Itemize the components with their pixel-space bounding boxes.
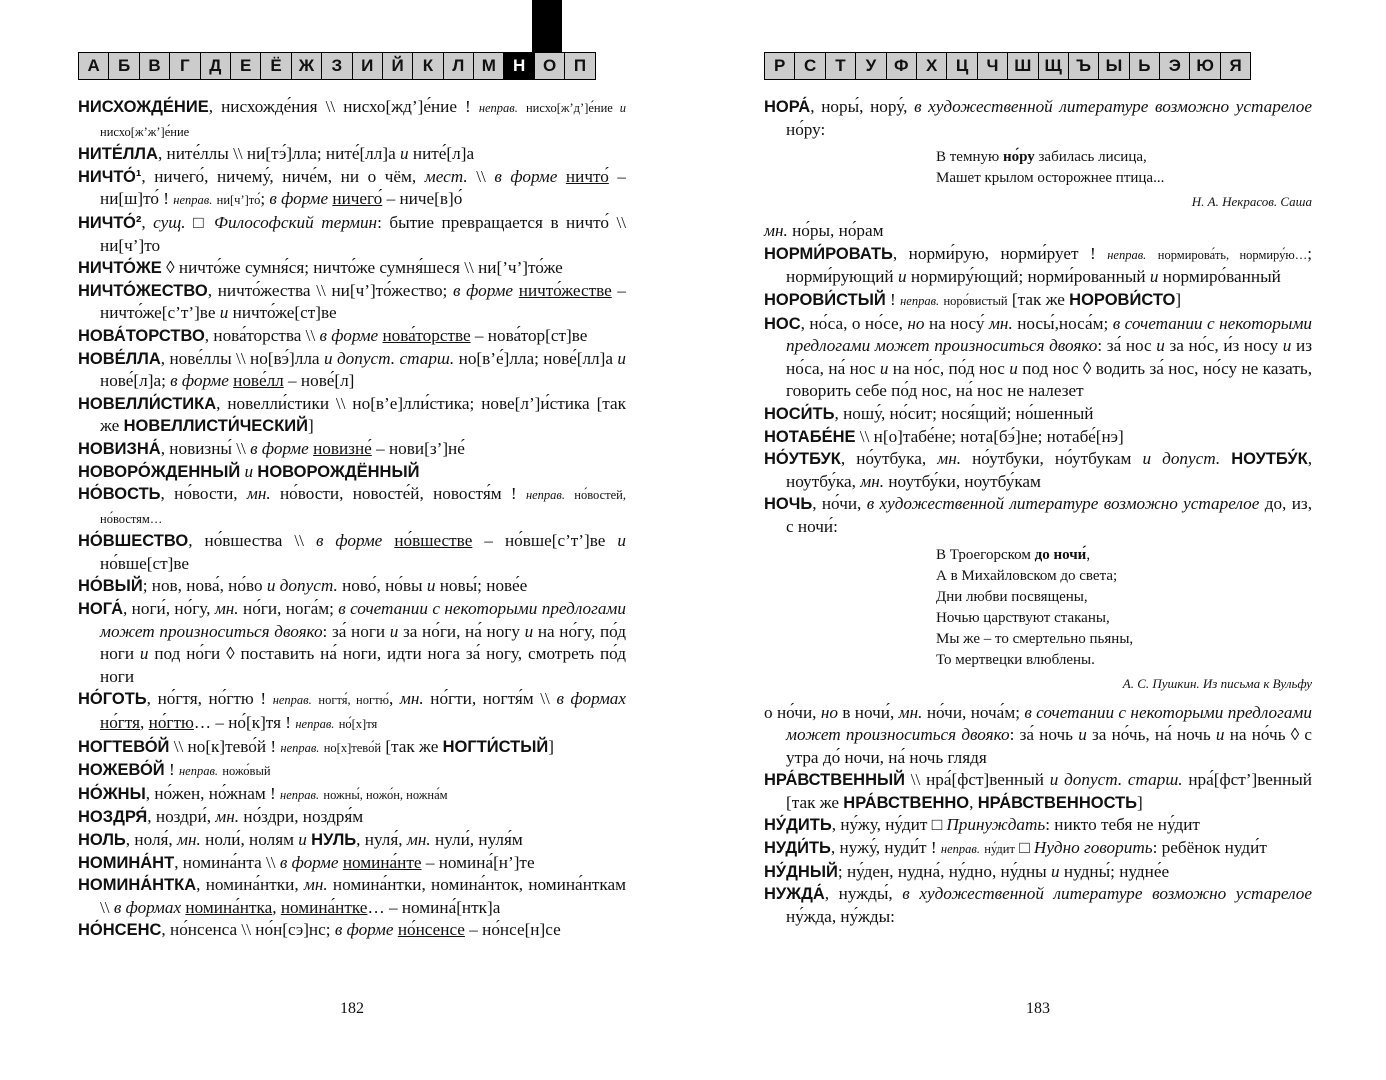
alphabet-tab-left-0: А — [78, 52, 109, 80]
alphabet-tab-left-10: Й — [382, 52, 413, 80]
alphabet-tab-left-5: Е — [230, 52, 261, 80]
dictionary-entry: НОЛЬ, ноля́, мн. ноли́, нолям и НУЛЬ, нуля́, мн. нули́, нуля́м — [78, 830, 523, 849]
verse-line: А в Михайловском до света; — [936, 567, 1118, 584]
alphabet-tab-right-1: С — [794, 52, 825, 80]
dictionary-entry: НИТЕ́ЛЛА, ните́ллы \\ ни[тэ́]лла; ните́[лл]а и ните́[л]а — [78, 144, 475, 164]
dictionary-entry: НОРМИ́РОВАТЬ, норми́рую, норми́рует ! неправ. нормирова́ть, нормиру́ю…; норми́рующий и нормиру́ющий; норми́рованный и нормиро́ванный — [764, 243, 1312, 287]
alphabet-bar-right — [764, 52, 1251, 80]
alphabet-tab-left-4: Д — [200, 52, 231, 80]
verse-attribution: А. С. Пушкин. Из письма к Вульфу — [1122, 675, 1312, 691]
verse-line: Ночью царствуют стаканы, — [936, 609, 1110, 626]
dictionary-entry: НУ́ДИТЬ, ну́жу, ну́дит □ Принуждать: никто тебя не ну́дит — [764, 815, 1200, 835]
dictionary-entry: о но́чи, но в ночи́, мн. но́чи, ноча́м; в сочетании с некоторыми предлогами может произноситься двояко: за́ ночь и за но́чь, на́ ночь и на но́чь ◊ с утра до́ ночи, на́ ночь глядя — [764, 702, 1313, 767]
dictionary-entry: НОТАБЕ́НЕ \\ н[о]табе́не; нота[бэ́]не; нотабе́[нэ] — [764, 426, 1124, 446]
dictionary-entry: НОВЕЛЛИ́СТИКА, новелли́стики \\ но[в’е]лли́стика; нове[л’]и́стика [так же НОВЕЛЛИСТИ́ЧЕСКИЙ] — [78, 393, 626, 436]
alphabet-tab-left-2: В — [139, 52, 170, 80]
verse-quote-nekrasov — [936, 147, 1312, 212]
right-page-entries — [764, 96, 1312, 928]
alphabet-tab-left-7: Ж — [291, 52, 322, 80]
alphabet-tab-right-2: Т — [825, 52, 856, 80]
dictionary-entry: НУДИ́ТЬ, нужу́, нуди́т ! неправ. ну́дит □ Нудно говорить: ребёнок нуди́т — [764, 838, 1267, 858]
dictionary-entry: НОЧЬ, но́чи, в художественной литературе возможно устарелое до, из, с ночи́: — [764, 494, 1312, 536]
alphabet-tab-right-12: Ь — [1129, 52, 1160, 80]
alphabet-tab-right-13: Э — [1159, 52, 1190, 80]
alphabet-tab-right-8: Ш — [1007, 52, 1038, 80]
alphabet-bar-left — [78, 52, 596, 80]
dictionary-entry: НО́ВШЕСТВО, но́вшества \\ в форме но́вшестве – но́вше[с’т’]ве и но́вше[ст]ве — [78, 531, 626, 573]
left-page-entries — [78, 96, 626, 942]
verse-line: Мы же – то смертельно пьяны, — [936, 630, 1134, 647]
dictionary-entry: НО́ЖНЫ, но́жен, но́жнам ! неправ. ножны́, ножо́н, ножна́м — [78, 783, 448, 803]
alphabet-tab-right-5: Х — [916, 52, 947, 80]
dictionary-entry: НИСХОЖДЕ́НИЕ, нисхожде́ния \\ нисхо[жд’]е́ние ! неправ. нисхо[ж’д’]е́ние и нисхо[ж’ж’]е́ние — [78, 97, 626, 139]
dictionary-entry: НОГА́, ноги́, но́гу, мн. но́ги, нога́м; в сочетании с некоторыми предлогами может произноситься двояко: за́ ноги и за но́ги, на́ ногу и на но́гу, по́д ноги и под но́ги ◊ поставить на́ ноги, идти нога за́ ногу, смотреть по́д ноги — [78, 599, 626, 686]
alphabet-tab-left-13: М — [473, 52, 504, 80]
dictionary-entry: НОВОРО́ЖДЕННЫЙ и НОВОРОЖДЁННЫЙ — [78, 461, 420, 481]
dictionary-entry: НОЖЕВО́Й ! неправ. ножо́вый — [78, 760, 271, 780]
thumb-index-marker — [532, 0, 562, 54]
dictionary-entry: НИЧТО́², сущ. □ Философский термин: бытие превращается в ничто́ \\ ни[ч’]то — [78, 212, 627, 255]
dictionary-entry: НОМИНА́НТКА, номина́нтки, мн. номина́нтки, номина́нток, номина́нткам \\ в формах номина́нтка, номина́нтке… – номина́[нтк]а — [78, 875, 626, 917]
verse-attribution: Н. А. Некрасов. Саша — [1191, 194, 1312, 210]
dictionary-entry: НО́НСЕНС, но́нсенса \\ но́н[сэ]нс; в форме но́нсенсе – но́нсе[н]се — [78, 920, 561, 940]
alphabet-tab-left-9: И — [352, 52, 383, 80]
alphabet-tab-left-16: П — [564, 52, 595, 80]
dictionary-entry: НО́ВЫЙ; нов, нова́, но́во и допуст. ново́, но́вы и новы́; нове́е — [78, 576, 528, 596]
dictionary-entry: НОРОВИ́СТЫЙ ! неправ. норо́вистый [так же НОРОВИ́СТО] — [764, 289, 1182, 309]
dictionary-entry: НОВА́ТОРСТВО, нова́торства \\ в форме нова́торстве – нова́тор[ст]ве — [78, 325, 588, 345]
dictionary-entry: НИЧТО́¹, ничего́, ничему́, ниче́м, ни о чём, мест. \\ в форме ничто́ – ни[ш]то́ ! неправ. ни[ч’]то́; в форме ничего́ – ниче[в]о́ — [78, 166, 627, 209]
dictionary-entry: НОС, но́са, о но́се, но на носу́ мн. носы́,носа́м; в сочетании с некоторыми предлогами может произноситься двояко: за́ нос и за но́с, и́з носу и из но́са, на́ нос и на но́с, по́д нос и под нос ◊ водить за́ нос, но́су не казать, говорить себе по́д нос, на́ нос не налезет — [764, 313, 1313, 401]
dictionary-entry: НУ́ДНЫЙ; ну́ден, нудна́, ну́дно, ну́дны и нудны́; нудне́е — [764, 861, 1170, 881]
alphabet-tab-left-3: Г — [169, 52, 200, 80]
alphabet-tab-right-3: У — [855, 52, 886, 80]
dictionary-entry: НОГТЕВО́Й \\ но[к]тево́й ! неправ. но[х]тево́й [так же НОГТИ́СТЫЙ] — [78, 736, 554, 756]
dictionary-entry: НРА́ВСТВЕННЫЙ \\ нра́[фст]венный и допуст. старш. нра́[фст’]венный [так же НРА́ВСТВЕННО, НРА́ВСТВЕННОСТЬ] — [764, 770, 1313, 812]
alphabet-tab-left-6: Ё — [260, 52, 291, 80]
dictionary-entry: НОВЕ́ЛЛА, нове́ллы \\ но[вэ́]лла и допуст. старш. но[в’е́]лла; нове́[лл]а и нове́[л]а; в форме нове́лл – нове́[л] — [78, 348, 626, 391]
alphabet-tab-right-7: Ч — [977, 52, 1008, 80]
alphabet-tab-left-11: К — [412, 52, 443, 80]
left-page — [78, 0, 626, 1080]
verse-quote-pushkin — [936, 545, 1312, 694]
dictionary-entry: НОСИ́ТЬ, ношу́, но́сит; нося́щий; но́шенный — [764, 403, 1094, 423]
alphabet-tab-left-14: Н — [503, 52, 534, 80]
dictionary-entry: НО́УТБУК, но́утбука, мн. но́утбуки, но́утбукам и допуст. НОУТБУ́К, ноутбу́ка, мн. ноутбу́ки, ноутбу́кам — [764, 449, 1313, 491]
verse-line: Машет крылом осторожнее птица... — [936, 170, 1165, 187]
page-number-right: 183 — [1026, 1000, 1050, 1017]
alphabet-tab-right-9: Щ — [1038, 52, 1069, 80]
alphabet-tab-right-15: Я — [1220, 52, 1251, 80]
verse-line: В Троегорском до ночи́, — [936, 546, 1091, 563]
alphabet-tab-right-6: Ц — [946, 52, 977, 80]
alphabet-tab-left-12: Л — [443, 52, 474, 80]
dictionary-entry: мн. но́ры, но́рам — [764, 221, 884, 241]
dictionary-entry: НОМИНА́НТ, номина́нта \\ в форме номина́нте – номина́[н’]те — [78, 852, 535, 872]
dictionary-entry: НО́ВОСТЬ, но́вости, мн. но́вости, новосте́й, новостя́м ! неправ. но́востей, но́востям… — [78, 484, 626, 526]
alphabet-tab-right-4: Ф — [886, 52, 917, 80]
dictionary-entry: НИЧТО́ЖЕ ◊ ничто́же сумня́ся; ничто́же сумня́шеся \\ ни[’ч’]то́же — [78, 258, 563, 278]
alphabet-tab-right-0: Р — [764, 52, 795, 80]
dictionary-entry: НОВИЗНА́, новизны́ \\ в форме новизне́ – нови[з’]не́ — [78, 438, 465, 458]
dictionary-entry: НУЖДА́, нужды́, в художественной литературе возможно устарелое ну́жда, ну́жды: — [764, 884, 1312, 926]
verse-line: Дни любви посвящены, — [936, 588, 1088, 605]
dictionary-entry: НОРА́, норы́, нору́, в художественной литературе возможно устарелое но́ру: — [764, 97, 1312, 139]
verse-line: То мертвецки влюблены. — [936, 651, 1095, 668]
dictionary-entry: НО́ГОТЬ, но́гтя, но́гтю ! неправ. ногтя́, ногтю́, мн. но́гти, ногтя́м \\ в формах но́гтя, но́гтю… – но́[к]тя ! неправ. но́[х]тя — [78, 689, 627, 733]
alphabet-tab-left-8: З — [321, 52, 352, 80]
alphabet-tab-left-15: О — [534, 52, 565, 80]
right-page — [764, 0, 1312, 1080]
page-number-left: 182 — [340, 1000, 364, 1017]
alphabet-tab-right-11: Ы — [1098, 52, 1129, 80]
dictionary-entry: НИЧТО́ЖЕСТВО, ничто́жества \\ ни[ч’]то́жество; в форме ничто́жестве – ничто́же[с’т’]ве и ничто́же[ст]ве — [78, 280, 627, 323]
alphabet-tab-left-1: Б — [108, 52, 139, 80]
alphabet-tab-right-14: Ю — [1189, 52, 1220, 80]
dictionary-entry: НОЗДРЯ́, ноздри́, мн. но́здри, ноздря́м — [78, 807, 364, 827]
verse-line: В темную но́ру забилась лисица, — [936, 149, 1147, 166]
alphabet-tab-right-10: Ъ — [1068, 52, 1099, 80]
